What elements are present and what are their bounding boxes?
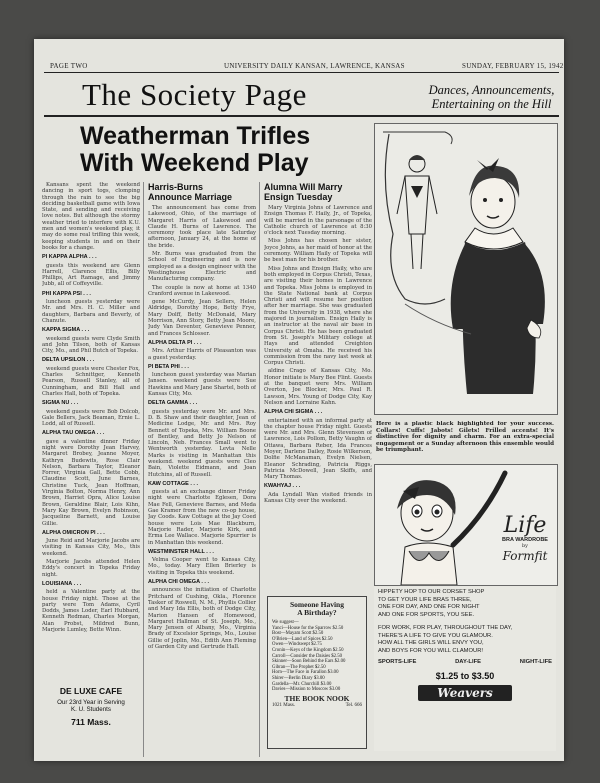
article-paragraph: The announcement has come from Lakewood, Ohio, of the marriage of Margaret Harris of Lakewood and Claude H. Burns of Lawrence. The ceremony took place late Saturday afternoon, January 24, at the home of the bride. bbox=[148, 205, 256, 249]
column-1-items bbox=[42, 254, 140, 633]
tagline-line-2: Entertaining on the Hill bbox=[431, 97, 552, 111]
article-paragraph: Miss Johns and Ensign Haily, who are both employed in Corpus Christi, Texas, are visiting their homes in Lawrence and Topeka. Miss Johns is employed in the State National bank at Corpus Christi and will resume her position after her marriage. She was graduated from the University in 1938, where she majored in journalism. Ensign Haily is an instructor at the naval air base in Corpus Christi. He has been graduated from St. Joseph's Military college at Hays and attended Creighton University at Omaha. He received his commission from the navy last week at Corpus Christi. bbox=[264, 265, 372, 367]
life-bra-illustration bbox=[374, 464, 558, 586]
headline-part-2: Ensign Tuesday bbox=[264, 192, 333, 202]
item-heading: KAPPA SIGMA . . . bbox=[42, 327, 90, 334]
item-heading: KAW COTTAGE . . . bbox=[148, 480, 199, 487]
book-item: Owen—Windswept $2.75 bbox=[272, 642, 322, 648]
life-bra-ad-copy bbox=[374, 586, 556, 751]
product-day-life: DAY-LIFE bbox=[455, 659, 481, 665]
item-text: Velma Cooper went to Kansas City, Mo., today. Mary Ellen Brierley is visiting in Topeka this weekend. bbox=[148, 557, 256, 576]
book-item: Gardella—Mr. Churchill $3.00 bbox=[272, 681, 332, 687]
brand-wardrobe: BRA WARDROBE bbox=[502, 537, 548, 543]
column-2 bbox=[148, 182, 256, 757]
item-text: luncheon guests yesterday were Mr. and Mrs. H. C. Miller and daughters, Barbara and Beverly, of Chanute. bbox=[42, 299, 140, 324]
item-heading: DELTA UPSILON . . . bbox=[42, 357, 95, 364]
product-sports-life: SPORTS-LIFE bbox=[378, 659, 417, 665]
column-rule bbox=[259, 182, 260, 757]
headline-part-1: Harris-Burns bbox=[148, 182, 204, 192]
book-item: Horn—The Face in Farallon $3.00 bbox=[272, 670, 339, 676]
item-text: entertained with an informal party at the chapter house Friday night. Guests were Mr. and Mrs. Glenn Stevenson of Lawrence, Lois Pollom, Betty Vaughn of Ottawa, Barbara Reber, Ida Frances Moyer, Darlene Dailey, Rosie Wilkerson, Dolfie McManaman, Evelyn Nielsen, Eleanor Schrading, Patricia Riggs, Patricia McDowell, Jean Skiffs, and Mary Thomas. bbox=[264, 417, 372, 481]
poem-part-1 bbox=[374, 586, 556, 619]
book-item: Cronin—Keys of the Kingdom $2.50 bbox=[272, 647, 344, 653]
ad-title-2: A Birthday? bbox=[297, 608, 337, 617]
cafe-line-2: K. U. Students bbox=[71, 706, 111, 713]
tagline-line-1: Dances, Announcements, bbox=[428, 83, 555, 97]
book-nook-ad bbox=[267, 596, 367, 749]
item-text: guests at an exchange dinner Friday night were Charlotte Eglesen, Dora Mae Fell, Genevieve Barnes, and Meda Gae Kramer from the new co-op house, Jay Coods. Kaw Cottage at the Jay Coed house were Lois Mae Blackburn, Marjorie Rader, Marjorie Kirk, and Erma Lee Wallace. Marjorie Spurrier is in Manhattan this weekend. bbox=[148, 489, 256, 546]
book-item: Carroll—Consider the Daisies $2.50 bbox=[272, 653, 343, 659]
headline-part-1: Alumna Will Marry bbox=[264, 182, 343, 192]
item-heading: PI KAPPA ALPHA . . . bbox=[42, 254, 97, 261]
item-text: gave a valentine dinner Friday night were Dorothy Jean Harvey, Margaret Brobey, Jeanne Moyer, Kathryn Budewits, Rose Clair Nelson, Barbara Taylor, Eleanor Forrer, Virginia Gall, Bette Cobb, Claudine Scott, June Barnes, Christine Tuck, Jean Hoffman, Virginia Bolton, Norma Henry, Ann Brown, Harriet Opra, Alice Louise Brown, Geraldine Blair, Lois Kihn, Mary Kay Brown, Evelyn Robinson, Jacqueline Barnett, and Louise Gillie. bbox=[42, 438, 140, 527]
store-logo: Weavers bbox=[418, 685, 512, 701]
section-tagline bbox=[379, 83, 564, 111]
item-text: guests yesterday were Mr. and Mrs. D. B. Shaw and their daughter, Jean of Medicine Lodge, Mr. and Mrs. Roy Bennett of Topeka, Mrs. William Boone of Bentley, and Betty Jo Nelson of Lincoln, Neb. Frances Small went to Wentworth yesterday. Levta Nelle Marks is visiting in Manhattan this weekend. weekend guests were Cleo Bain, Violette Eidmann, and Joan Hutchins, all of Russell. bbox=[148, 408, 256, 478]
price-range: $1.25 to $3.50 bbox=[435, 671, 495, 681]
life-brand-block bbox=[495, 515, 555, 563]
brand-by: by bbox=[521, 543, 529, 549]
masthead-rule bbox=[44, 115, 559, 117]
poem-line: THERE'S A LIFE TO GIVE YOU GLAMOUR. bbox=[378, 632, 493, 639]
store-phone: Tel. 666 bbox=[345, 702, 362, 708]
lead-paragraph: Kansans spent the weekend dancing in sport togs, clomping through the rain to see the big deciding basketball game with Iowa State, and sending and receiving love notes. But although the stormy weather tried to interfere with K.U. men and women's weekend play, it may do some real trifling this week, keeping students in and on their books for a change. bbox=[42, 182, 140, 251]
column-3 bbox=[264, 182, 372, 592]
brand-life: Life bbox=[503, 513, 547, 538]
article-paragraph: Mary Virginia Johns of Lawrence and Ensign Thomas F. Haily, Jr., of Topeka, will be married in the parsonage of the Catholic church of Lawrence at 8:30 o'clock next Tuesday morning. bbox=[264, 205, 372, 237]
item-text: Mrs. Arthur Harris of Pleasanton was a guest yesterday. bbox=[148, 348, 256, 361]
book-item: O'Brien—Land of Spices $2.50 bbox=[272, 636, 333, 642]
product-night-life: NIGHT-LIFE bbox=[519, 659, 552, 665]
fashion-caption: Here is a plastic black highlighted for your success. Collars! Cuffs! Jabots! Gilets! Frilled accents! It's distinctive for dignity and charm. For an extra-special engagement or a Sunday afternoon this ensemble would be triumphant. bbox=[376, 421, 554, 454]
item-text: Ada Lyndall Wan visited friends in Kansas City over the weekend. bbox=[264, 491, 372, 505]
book-item: Shirer—Berlin Diary $3.00 bbox=[272, 675, 325, 681]
item-text: announces the initiation of Charlotte Pritchard of Cushing, Okla., Florence Tasker of Roswell, N. M., Phyllis Collier and Mary Ida Ellis, both of Dodge City, Marion Hansen of Homewood, Margaret Hallman of St. Joseph, Mo., Mary Jensen of Albany, Mo., Virginia Brady of Excelsior Springs, Mo., Louise Gillie of Joplin, Mo., Edith Ann Fleming of Garden City and Gertrude Hall. bbox=[148, 587, 256, 650]
fashion-illustration bbox=[374, 123, 558, 415]
article-paragraph: Mr. Burns was graduated from the School of Engineering and is now employed as a design engineer with the Westinghouse Electric and Manufacturing company. bbox=[148, 251, 256, 283]
headline-line-1: Weatherman Trifles bbox=[80, 122, 311, 150]
book-item: Yanci—House for the Sparrow $2.50 bbox=[272, 625, 344, 631]
item-heading: WESTMINSTER HALL . . . bbox=[148, 548, 214, 555]
headline-part-2: Announce Marriage bbox=[148, 192, 233, 202]
poem-part-2 bbox=[374, 619, 556, 655]
poem-line: HIPPETY HOP TO OUR CORSET SHOP bbox=[378, 589, 485, 595]
ad-title-1: Someone Having bbox=[290, 600, 344, 609]
item-heading: SIGMA NU . . . bbox=[42, 400, 79, 407]
item-heading: ALPHA CHI OMEGA . . . bbox=[148, 579, 210, 586]
book-item: Bost—Mayam Scott $2.50 bbox=[272, 631, 324, 637]
paper-name: UNIVERSITY DAILY KANSAN, LAWRENCE, KANSAS bbox=[224, 62, 405, 70]
item-heading: DELTA GAMMA . . . bbox=[148, 400, 198, 407]
store-address: 1021 Mass. bbox=[272, 702, 296, 708]
column-1 bbox=[42, 182, 140, 667]
item-text: Marjorie Jacobs attended Helen Eddy's concert in Topeka Friday night. bbox=[42, 559, 140, 578]
item-heading: ALPHA CHI SIGMA . . . bbox=[264, 409, 323, 416]
item-text: held a Valentine party at the house Friday night. Those at the party were Tom Adams, Cyril Dodds, James Loder, Earl Hubbard, Kenneth Redman, Charles Morgan, Alan Probst, Mildred Bunn, Marjorie Lumley, Bette Winn. bbox=[42, 589, 140, 633]
item-text: luncheon guest yesterday was Marian Jansen. weekend guests were Sue Hawkins and Mary Jane Shartel, both of Kansas City, Mo. bbox=[148, 372, 256, 398]
cafe-address: 711 Mass. bbox=[71, 717, 111, 727]
item-heading: KWAHYAJ . . . bbox=[264, 483, 301, 490]
book-item: Skinner—Soon Behind the Ears $2.00 bbox=[272, 659, 346, 665]
poem-line: FOR WORK, FOR PLAY, THROUGHOUT THE DAY, bbox=[378, 625, 513, 631]
item-text: weekend guests were Chester Fox, Charles Schnittger, Kenneth Pearson, Russell Stanley, all of Cunningham, and Bill Hall and Charles Hall, both of Topeka. bbox=[42, 365, 140, 397]
deluxe-cafe-ad bbox=[42, 672, 140, 752]
fashion-drawing bbox=[375, 124, 557, 414]
item-heading: PHI KAPPA PSI . . . bbox=[42, 290, 91, 297]
poem-line: ONE FOR DAY, AND ONE FOR NIGHT bbox=[378, 604, 480, 610]
item-heading: ALPHA DELTA PI . . . bbox=[148, 339, 202, 346]
item-heading: ALPHA OMICRON PI . . . bbox=[42, 529, 105, 536]
book-item: Gibran—The Prophet $2.50 bbox=[272, 664, 326, 670]
article-paragraph: The couple is now at home at 1340 Cranford avenue in Lakewood. bbox=[148, 284, 256, 297]
item-text: guests this weekend are Glenn Harrell, Clarence Ellis, Billy Phillips, Art Ramage, and Jimmy Jubb, all of Coffeyville. bbox=[42, 262, 140, 288]
cafe-line-1: Our 23rd Year in Serving bbox=[57, 699, 125, 706]
johns-haily-headline bbox=[264, 182, 372, 202]
issue-date: SUNDAY, FEBRUARY 15, 1942 bbox=[462, 62, 564, 70]
column-2-items bbox=[148, 340, 256, 650]
poem-line: HOW ALL THE GIRLS WILL ENVY YOU, bbox=[378, 640, 484, 646]
headline-line-2: With Weekend Play bbox=[80, 149, 309, 177]
harris-burns-headline bbox=[148, 182, 256, 202]
continued-text: gene McCurdy, Jean Sellers, Helen Aldridge, Dorothy Hope, Betty Frye, Mary Dolff, Betty McDonald, Mary Morrison, Ann Story, Betty Jean Moore, Judy Van Deventer, Genevieve Penner, and Frances Schlosser. bbox=[148, 299, 256, 337]
header-rule bbox=[44, 72, 559, 73]
poem-line: AND ONE FOR SPORTS, YOU SEE. bbox=[378, 611, 475, 618]
section-title: The Society Page bbox=[82, 77, 307, 112]
brand-formfit: Formfit bbox=[502, 549, 548, 563]
poem-line: AND BOYS FOR YOU WILL CLAMOUR! bbox=[378, 647, 484, 654]
main-headline bbox=[80, 123, 388, 177]
newspaper-page bbox=[34, 39, 564, 761]
product-lines bbox=[374, 655, 556, 665]
continued-text: aldine Crago of Kansas City, Mo. Honor initiate is Mary Bee Flint. Guests at the banquet were Mrs. William Overton, Joe Blocker, Mrs. Paul R. Lawson, Mrs. Young of Dodge City, Kay Nelson and Lorraine Kahn. bbox=[264, 368, 372, 406]
item-heading: ALPHA TAU OMEGA . . . bbox=[42, 430, 105, 437]
book-item: Davies—Mission to Moscow $3.00 bbox=[272, 687, 341, 693]
article-paragraph: Miss Johns has chosen her sister, Joyce Johns, as her maid of honor at the ceremony. William Haily of Topeka will be best man for his brother. bbox=[264, 238, 372, 264]
item-text: weekend guests were Clyde Smith and John Tilson, both of Kansas City, Mo., and Phil Butch of Topeka. bbox=[42, 335, 140, 355]
page-number: PAGE TWO bbox=[50, 62, 88, 70]
item-text: weekend guests were Bob Dolcob, Gale Bellers, Jack Beaman, Ernie L. Lodd, all of Russell. bbox=[42, 408, 140, 428]
harris-burns-body bbox=[148, 205, 256, 297]
column-3-items bbox=[264, 409, 372, 504]
item-heading: PI BETA PHI . . . bbox=[148, 363, 189, 370]
poem-line: TO GET YOUR LIFE BRAS THREE, bbox=[378, 596, 472, 603]
store-name: THE BOOK NOOK bbox=[284, 693, 350, 703]
cafe-name: DE LUXE CAFE bbox=[59, 686, 123, 696]
book-list bbox=[272, 626, 362, 693]
ad-intro: We suggest— bbox=[272, 620, 299, 625]
item-text: June Reid and Marjorie Jacobs are visiting in Kansas City, Mo., this weekend. bbox=[42, 538, 140, 557]
item-heading: LOUISIANA . . . bbox=[42, 580, 82, 587]
johns-haily-body bbox=[264, 205, 372, 366]
column-rule bbox=[143, 182, 144, 757]
